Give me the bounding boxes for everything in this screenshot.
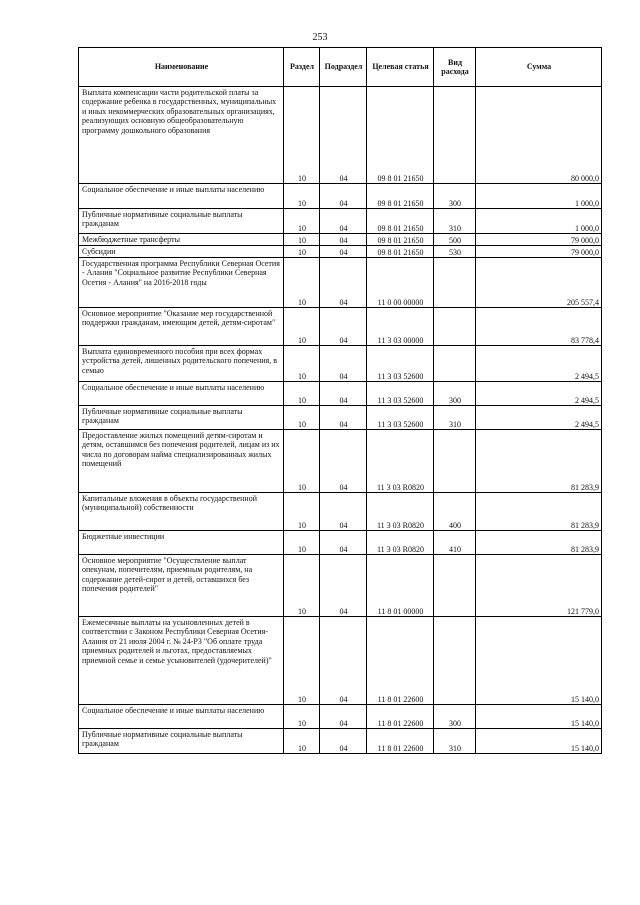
table-cell-amount: 15 140,0 xyxy=(476,729,602,754)
table-cell-name: Выплата единовременного пособия при всех формах устройства детей, лишенных родительского попечения, в семью xyxy=(79,346,284,382)
table-row xyxy=(79,209,602,234)
table-cell-amount: 15 140,0 xyxy=(476,617,602,705)
table-row xyxy=(79,406,602,430)
table-cell-subsection: 04 xyxy=(320,346,367,382)
table-cell-amount: 80 000,0 xyxy=(476,87,602,184)
table-cell-amount: 2 494,5 xyxy=(476,406,602,430)
table-cell-type xyxy=(434,430,476,493)
table-row xyxy=(79,729,602,754)
table-cell-name: Капитальные вложения в объекты государственной (муниципальной) собственности xyxy=(79,493,284,531)
table-cell-subsection: 04 xyxy=(320,430,367,493)
table-cell-amount: 79 000,0 xyxy=(476,234,602,246)
table-cell-subsection: 04 xyxy=(320,209,367,234)
table-cell-subsection: 04 xyxy=(320,617,367,705)
table-cell-name: Социальное обеспечение и иные выплаты населению xyxy=(79,705,284,729)
table-cell-type: 410 xyxy=(434,531,476,555)
table-cell-article: 11 8 01 00000 xyxy=(367,555,434,617)
table-cell-type: 310 xyxy=(434,729,476,754)
table-row xyxy=(79,430,602,493)
table-row xyxy=(79,555,602,617)
header-amount: Сумма xyxy=(476,48,602,87)
table-row xyxy=(79,531,602,555)
table-cell-section: 10 xyxy=(284,346,320,382)
page-number: 253 xyxy=(312,32,328,43)
table-cell-article: 09 8 01 21650 xyxy=(367,209,434,234)
table-cell-subsection: 04 xyxy=(320,531,367,555)
table-cell-name: Основное мероприятие "Осуществление выплат опекунам, попечителям, приемным родителям, на содержание детей-сирот и детей, оставшихся без попечения родителей" xyxy=(79,555,284,617)
table-row xyxy=(79,258,602,308)
table-cell-name: Основное мероприятие "Оказание мер государственной поддержки гражданам, имеющим детей, детям-сиротам" xyxy=(79,308,284,346)
table-cell-type xyxy=(434,308,476,346)
table-cell-subsection: 04 xyxy=(320,406,367,430)
table-cell-amount: 1 000,0 xyxy=(476,209,602,234)
table-row xyxy=(79,382,602,406)
table-cell-article: 11 3 03 52600 xyxy=(367,346,434,382)
table-body xyxy=(79,87,602,754)
table-cell-section: 10 xyxy=(284,531,320,555)
table-cell-name: Публичные нормативные социальные выплаты гражданам xyxy=(79,406,284,430)
table-cell-type: 300 xyxy=(434,705,476,729)
table-cell-section: 10 xyxy=(284,184,320,209)
header-subsection: Подраздел xyxy=(320,48,367,87)
table-cell-section: 10 xyxy=(284,308,320,346)
table-header-row xyxy=(79,48,602,87)
table-cell-article: 09 8 01 21650 xyxy=(367,234,434,246)
table-cell-subsection: 04 xyxy=(320,258,367,308)
table-cell-subsection: 04 xyxy=(320,87,367,184)
header-expense-type: Вид расхода xyxy=(434,48,476,87)
table-cell-name: Бюджетные инвестиции xyxy=(79,531,284,555)
table-row xyxy=(79,308,602,346)
header-target-article: Целевая статья xyxy=(367,48,434,87)
table-cell-section: 10 xyxy=(284,246,320,258)
table-cell-type: 300 xyxy=(434,382,476,406)
table-cell-amount: 81 283,9 xyxy=(476,430,602,493)
table-row xyxy=(79,617,602,705)
table-cell-name: Государственная программа Республики Северная Осетия - Алания "Социальное развитие Республики Северная Осетия - Алания" на 2016-2018 годы xyxy=(79,258,284,308)
table-cell-article: 11 3 03 R0820 xyxy=(367,531,434,555)
table-cell-name: Ежемесячные выплаты на усыновленных детей в соответствии с Законом Республики Северная Осетия-Алания от 21 июля 2004 г. № 24-РЗ "Об оплате труда приемных родителей и льготах, предоставляемых приемной семье и семье усыновителей (удочерителей)" xyxy=(79,617,284,705)
table-cell-type xyxy=(434,346,476,382)
table-cell-article: 11 3 03 52600 xyxy=(367,406,434,430)
table-cell-section: 10 xyxy=(284,493,320,531)
table-cell-section: 10 xyxy=(284,617,320,705)
table-row xyxy=(79,493,602,531)
table-row xyxy=(79,705,602,729)
table-cell-name: Межбюджетные трансферты xyxy=(79,234,284,246)
table-cell-type xyxy=(434,258,476,308)
table-row xyxy=(79,184,602,209)
table-cell-type xyxy=(434,87,476,184)
table-cell-section: 10 xyxy=(284,705,320,729)
table-cell-name: Выплата компенсации части родительской платы за содержание ребенка в государственных, муниципальных и иных некоммерческих образовательных организациях, реализующих основную общеобразовательную программу дошкольного образования xyxy=(79,87,284,184)
table-row xyxy=(79,234,602,246)
table-cell-article: 09 8 01 21650 xyxy=(367,246,434,258)
table-cell-amount: 1 000,0 xyxy=(476,184,602,209)
table-cell-subsection: 04 xyxy=(320,493,367,531)
table-cell-amount: 2 494,5 xyxy=(476,382,602,406)
table-cell-article: 11 8 01 22600 xyxy=(367,729,434,754)
table-cell-subsection: 04 xyxy=(320,729,367,754)
table-cell-section: 10 xyxy=(284,555,320,617)
table-cell-article: 11 3 03 R0820 xyxy=(367,493,434,531)
header-section: Раздел xyxy=(284,48,320,87)
table-cell-section: 10 xyxy=(284,729,320,754)
table-cell-type xyxy=(434,555,476,617)
table-cell-section: 10 xyxy=(284,382,320,406)
table-cell-subsection: 04 xyxy=(320,705,367,729)
table-cell-amount: 81 283,9 xyxy=(476,531,602,555)
table-row xyxy=(79,87,602,184)
table-cell-section: 10 xyxy=(284,87,320,184)
table-cell-section: 10 xyxy=(284,209,320,234)
table-cell-name: Предоставление жилых помещений детям-сиротам и детям, оставшимся без попечения родителей, лицам из их числа по договорам найма специализированных жилых помещений xyxy=(79,430,284,493)
table-cell-type: 500 xyxy=(434,234,476,246)
table-cell-amount: 15 140,0 xyxy=(476,705,602,729)
table-cell-type: 310 xyxy=(434,406,476,430)
table-cell-amount: 2 494,5 xyxy=(476,346,602,382)
table-cell-amount: 83 778,4 xyxy=(476,308,602,346)
table-cell-name: Публичные нормативные социальные выплаты гражданам xyxy=(79,209,284,234)
table-cell-subsection: 04 xyxy=(320,184,367,209)
table-cell-name: Социальное обеспечение и иные выплаты населению xyxy=(79,382,284,406)
table-cell-type: 310 xyxy=(434,209,476,234)
table-cell-article: 11 0 00 00000 xyxy=(367,258,434,308)
table-cell-section: 10 xyxy=(284,258,320,308)
table-cell-type: 400 xyxy=(434,493,476,531)
table-cell-article: 11 8 01 22600 xyxy=(367,617,434,705)
table-cell-article: 11 3 03 R0820 xyxy=(367,430,434,493)
table-cell-amount: 205 557,4 xyxy=(476,258,602,308)
table-cell-subsection: 04 xyxy=(320,308,367,346)
table-cell-amount: 81 283,9 xyxy=(476,493,602,531)
table-cell-subsection: 04 xyxy=(320,234,367,246)
table-cell-section: 10 xyxy=(284,406,320,430)
table-cell-article: 11 8 01 22600 xyxy=(367,705,434,729)
table-cell-amount: 79 000,0 xyxy=(476,246,602,258)
table-cell-name: Публичные нормативные социальные выплаты гражданам xyxy=(79,729,284,754)
budget-table xyxy=(78,47,602,754)
table-row xyxy=(79,346,602,382)
table-cell-subsection: 04 xyxy=(320,246,367,258)
table-cell-section: 10 xyxy=(284,234,320,246)
table-cell-article: 09 8 01 21650 xyxy=(367,184,434,209)
table-cell-article: 09 8 01 21650 xyxy=(367,87,434,184)
header-name: Наименование xyxy=(79,48,284,87)
table-cell-article: 11 3 03 00000 xyxy=(367,308,434,346)
table-cell-section: 10 xyxy=(284,430,320,493)
table-cell-name: Социальное обеспечение и иные выплаты населению xyxy=(79,184,284,209)
table-cell-type: 300 xyxy=(434,184,476,209)
table-cell-subsection: 04 xyxy=(320,382,367,406)
table-cell-subsection: 04 xyxy=(320,555,367,617)
table-cell-type: 530 xyxy=(434,246,476,258)
table-cell-article: 11 3 03 52600 xyxy=(367,382,434,406)
table-cell-type xyxy=(434,617,476,705)
table-row xyxy=(79,246,602,258)
table-cell-amount: 121 779,0 xyxy=(476,555,602,617)
table-cell-name: Субсидии xyxy=(79,246,284,258)
